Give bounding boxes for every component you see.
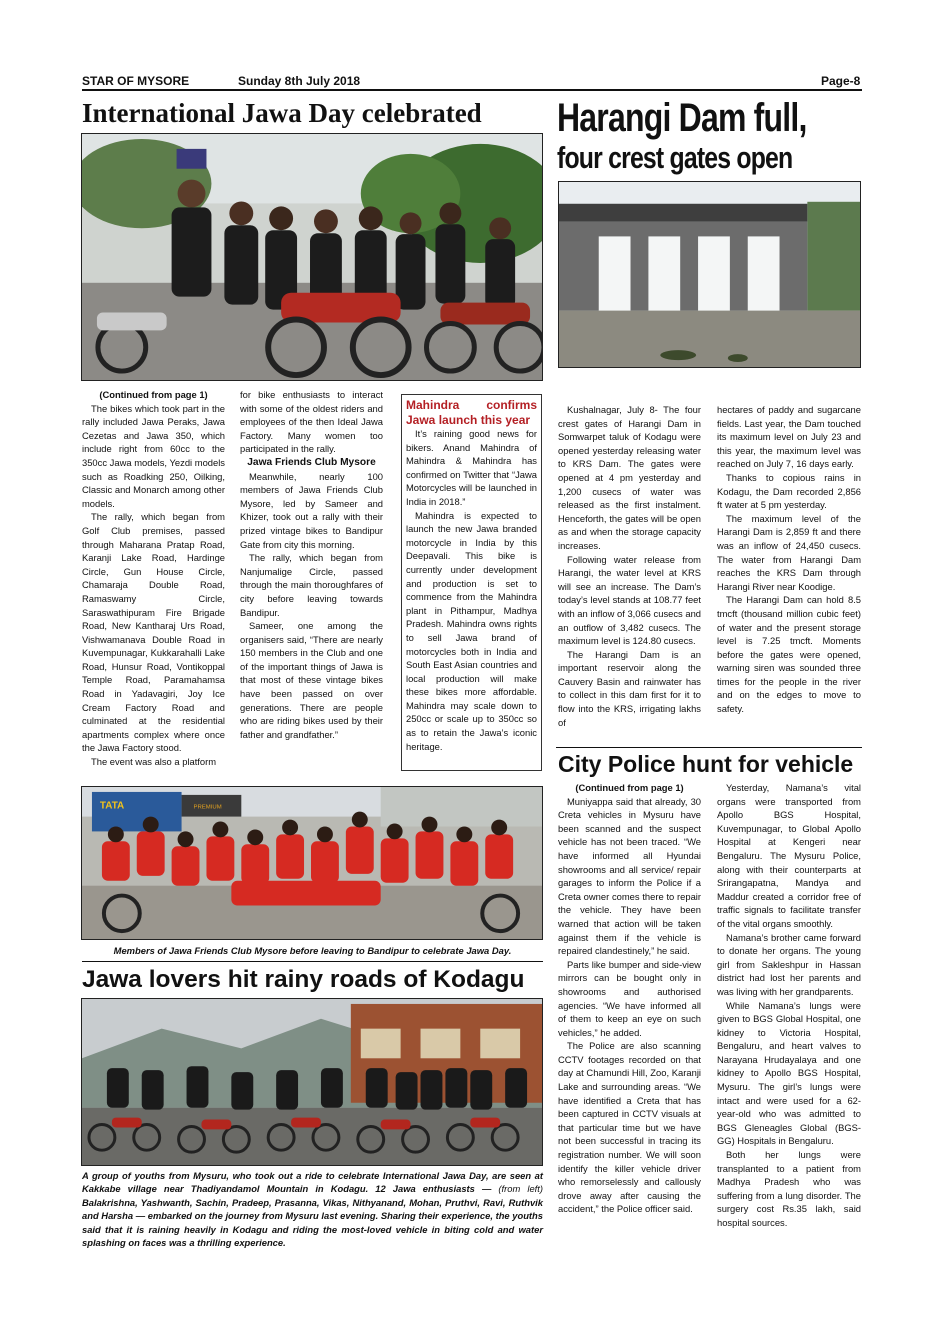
- paragraph: Namana’s brother came forward to donate her organs. The young girl from Sakleshpur in Hassan district had lost her parents and was living with her grandparents.: [717, 931, 861, 997]
- kodagu-headline: Jawa lovers hit rainy roads of Kodagu: [82, 966, 525, 993]
- paragraph: While Namana’s lungs were given to BGS Global Hospital, one kidney to Victoria Hospital, Bengaluru, and heart valves to Narayana Hrudayalaya and one kidney to Apollo BGS Hospital, Mysuru. The girl’s lungs were intact and were used for a 62-year-old who was admitted to BGS Gleneagles Global (BGS-GG) Hospitals in Bengaluru.: [717, 999, 861, 1147]
- paragraph: hectares of paddy and sugarcane fields. Last year, the Dam touched its maximum level on July 23 and this year, the maximum level was reached on July 7, 16 days early.: [717, 404, 861, 470]
- paragraph: Kushalnagar, July 8- The four crest gates of Harangi Dam in Somwarpet taluk of Kodagu were opened yesterday releasing water to KRS Dam. The gates were opened at 4 pm yesterday and 1,200 cusecs of water was released as the first instalment. Henceforth, the gates will be open as and when the storage capacity increases.: [558, 404, 701, 551]
- paragraph: Both her lungs were transplanted to a patient from Madhya Pradesh who was suffering from a lung disorder. The surgery cost Rs.35 lakh, said hospital sources.: [717, 1149, 861, 1228]
- paragraph: It’s raining good news for bikers. Anand Mahindra of Mahindra & Mahindra has confirmed on Twitter that “Jawa Motorcycles will be launched in India in 2018.”: [406, 428, 537, 507]
- paragraph: The rally, which began from Golf Club premises, passed through Maharana Pratap Road, Karanji Lake Road, Hardinge Circle, Gun House Circle, Chamaraja Double Road, Ramaswamy Circle, Saraswathipuram Fire Brigade Road, New Kantharaj Urs Road, Vishwamanava Double Road in Kuvempunagar, Kukkarahalli Lake Road, Hunsur Road, Vontikoppal Temple Road, Paramahamsa Road in Yadavagiri, Joy Ice Cream Factory Road and culminated at the residential apartments complex where once the Jawa Factory stood.: [82, 511, 225, 754]
- paragraph: The Police are also scanning CCTV footages recorded on that day at Chamundi Hill, Zoo, Karanji Lake and surrounding areas. “We have identified a Creta that has been captured in CCTV visuals at that particular time but we have not been successful in tracing its registration number. We will soon identify the killer vehicle driver who remorselessly and callously drove away after causing the accident,” the Police officer said.: [558, 1040, 701, 1215]
- kodagu-photo-caption: [82, 1169, 543, 1249]
- jawa-day-column-2: [240, 388, 383, 741]
- caption-text-end: Balakrishna, Yashwanth, Sachin, Pradeep, Prasanna, Vikas, Nithyanand, Mohan, Pruthvi, Ravi, Ruthvik and Harsha — embarked on the journey from Mysuru last evening. Sharing their experience, the youths said that it is raining heavily in Kodagu and riding the most-loved vehicle in biting cold and water splashing on faces was a thrilling experience.: [82, 1196, 543, 1249]
- continued-label: (Continued from page 1): [99, 389, 208, 400]
- paragraph: Sameer, one among the organisers said, “There are nearly 150 members in the Club and one of the important things of Jawa is that most of these vintage bikes have been passed on over generations. There are people who are riding bikes used by their father and grandfather.”: [240, 620, 383, 740]
- city-police-headline: City Police hunt for vehicle: [558, 751, 854, 777]
- paragraph: The bikes which took part in the rally included Jawa Peraks, Jawa Cezetas and Jawa 350, which include right from 60cc to the 350cc Jawa models, Yezdi models such as Roadking 250, Oilking, Classic and Monarch among other models.: [82, 402, 225, 509]
- harangi-column-2: [717, 403, 861, 716]
- jawa-day-column-1: [82, 388, 225, 769]
- photo-sign-tata: TATA: [99, 800, 125, 812]
- paragraph: Following water release from Harangi, the water level at KRS will see an increase. The Dam’s today’s level stands at 108.77 feet with an inflow of 3,066 cusecs and an outflow of 3,482 cusecs. The maximum level is 124.80 cusecs.: [558, 553, 701, 647]
- issue-date: Sunday 8th July 2018: [238, 74, 361, 88]
- mahindra-sidebar-box: [401, 394, 542, 771]
- paragraph: The maximum level of the Harangi Dam is 2,859 ft and there was an inflow of 24,450 cusecs. The water from Harangi Dam reaches the KRS Dam through Harangi River near Koodige.: [717, 512, 861, 592]
- jawa-day-headline: International Jawa Day celebrated: [82, 98, 482, 128]
- subheading-jawa-friends-club: Jawa Friends Club Mysore: [247, 456, 376, 468]
- city-police-column-2: [717, 781, 861, 1230]
- paragraph: for bike enthusiasts to interact with some of the oldest riders and employees of the then Ideal Jawa Factory. Many women too participated in the rally.: [240, 389, 383, 455]
- kodagu-riders-photo: [81, 998, 543, 1166]
- harangi-column-1: [558, 403, 701, 729]
- paragraph: Thanks to copious rains in Kodagu, the Dam recorded 2,856 ft water at 5 pm yesterday.: [717, 471, 861, 511]
- photo-sign-premium: PREMIUM: [193, 804, 222, 811]
- section-rule: [82, 961, 543, 962]
- continued-label: (Continued from page 1): [575, 782, 684, 793]
- paragraph: Meanwhile, nearly 100 members of Jawa Friends Club Mysore, led by Sameer and Khizer, took out a rally with their prized vintage bikes to Bandipur Gate from city this morning.: [240, 470, 383, 550]
- harangi-headline-line1: Harangi Dam full,: [557, 96, 807, 140]
- caption-text-start: A group of youths from Mysuru, who took out a ride to celebrate International Jawa Day, are seen at Kakkabe village near Thadiyandamol Mountain in Kodagu. 12 Jawa enthusiasts —: [82, 1170, 543, 1195]
- caption-from-left: (from left): [498, 1183, 543, 1195]
- city-police-column-1: [558, 781, 701, 1216]
- section-rule: [556, 747, 862, 748]
- mahindra-box-title: Mahindra confirms Jawa launch this year: [406, 398, 537, 427]
- paragraph: The Harangi Dam can hold 8.5 tmcft (thousand million cubic feet) of water and the present storage level is 7.25 tmcft. Moments before the gates were opened, warning siren was sounded three times for the people in the river and on the edges to move to safety.: [717, 594, 861, 715]
- header-rule: [82, 89, 862, 91]
- harangi-headline-line2: four crest gates open: [557, 140, 793, 175]
- paragraph: The rally, which began from Nanjumalige Circle, passed through the main thoroughfares of city before leaving towards Bandipur.: [240, 552, 383, 618]
- paragraph: The Harangi Dam is an important reservoir along the Cauvery Basin and rainwater has to collect in this dam first for it to flow into the KRS, irrigating lakhs of: [558, 648, 701, 728]
- jawa-women-photo: [81, 133, 543, 381]
- paragraph: Muniyappa said that already, 30 Creta vehicles in Mysuru have been scanned and the suspect vehicle has not been traced. “We have informed all Hyundai showrooms and all service/ repair garages to inform the Police if a Creta owner comes there to repair the vehicle. They have been warned that action will be taken against them if the vehicle is repaired clandestinely,” he said.: [558, 795, 701, 957]
- paragraph: Mahindra is expected to launch the new Jawa branded motorcycle in India by this Deepavali. This bike is currently under development and production is set to commence from the Mahindra plant in Pithampur, Madhya Pradesh. Mahindra owns rights to sell Jawa brand of motorcycles both in India and South East Asian countries and local production will make these bikes more affordable. Mahindra may scale down to 250cc or scale up to 350cc so as to retain the Jawa’s iconic heritage.: [406, 509, 537, 752]
- harangi-dam-photo: [558, 181, 861, 368]
- publication-name: STAR OF MYSORE: [82, 74, 190, 88]
- page-number: Page-8: [821, 74, 861, 88]
- paragraph: The event was also a platform: [91, 756, 217, 768]
- club-photo-caption: Members of Jawa Friends Club Mysore before leaving to Bandipur to celebrate Jawa Day.: [113, 945, 512, 956]
- paragraph: Parts like bumper and side-view mirrors can be bought only in showrooms and authorised agencies. “We have informed all of them to keep an eye on such vehicles,” he added.: [558, 958, 701, 1038]
- jawa-club-group-photo: [81, 786, 543, 940]
- paragraph: Yesterday, Namana’s vital organs were transported from Apollo BGS Hospital, Kuvempunagar, to Global Apollo Hospital at Kengeri near Bengaluru. The Mysuru Police, along with their counterparts at Srirangapatna, Mandya and Maddur created a corridor free of traffic signals to facilitate transfer of the vital organs smoothly.: [717, 782, 861, 929]
